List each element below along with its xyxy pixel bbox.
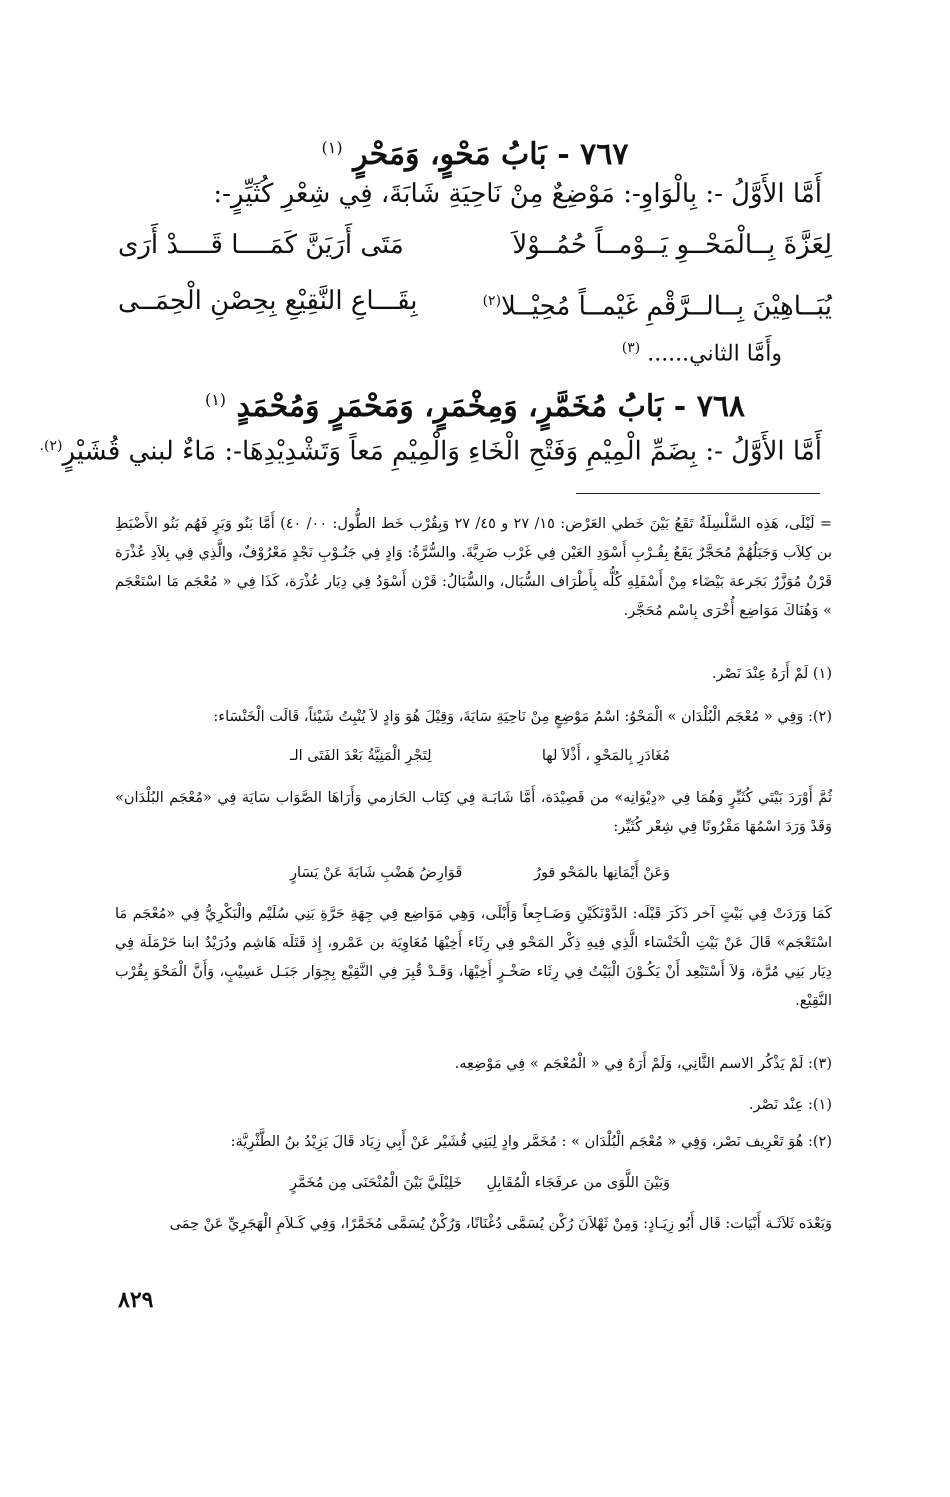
khansa-right-hemistich: لِتَجْرِ الْمَنِيَّةُ بَعْدَ الفَتَى الـ: [290, 748, 432, 764]
entry-768-first-note: (٢).: [39, 438, 63, 454]
verse-2-left-text: يُبَــاهِيْنَ بِــالــرَّقْمِ غَيْمــاً مُحِيْــلا: [501, 291, 832, 322]
footnote-768-2-continued: وَبَعْدَه ثَلاَثَـة أَبْيَات: قَال أَبُو زِيَـادٍ: وَمِنْ ثَهْلاَنَ رُكْن يُسَمَّى دُغْنَانًا، وَرُكْنٌ يُسَمَّى مُخَمَّرًا، وَفِي كَـلاَمِ الْهَجَرِيِّ عَنْ حِمَى: [169, 1216, 832, 1232]
footnote-768-2: (٢): هُوَ تَعْرِيف نَصْر، وَفِي « مُعْجَم الْبُلْدَان » : مُخَمَّر وادٍ لِبَنِي قُشَيْر عَنْ أَبِي زِيَاد قَالَ يَزِيْدُ بنُ الطَّثْرِيَّة:: [230, 1134, 832, 1150]
verse-2-left-hemistich: [483, 276, 832, 326]
footnote-kuthayyir-verse: [290, 858, 670, 888]
page-number: ٨٢٩: [118, 1287, 154, 1313]
verse-1-right-hemistich: مَتَى أَرَيَنَّ كَمَــــا قَــــدْ أَرَى: [118, 230, 404, 260]
entry-767-title: ٧٦٧ - بَابُ مَحْوٍ، وَمَحْرٍ: [353, 137, 629, 172]
footnote-khansa-verse: [290, 741, 670, 771]
footnote-767-2-continued-2: كَمَا وَرَدَتْ فِي بَيْتٍ آخر ذَكَرَ قَبْلَه: الدَّوْنَكَيْنِ وَضَـاجِعاً وَأَبْلَى، وَهِي مَوَاضِع فِي جِهَةِ حَرَّةِ بَنِي سُلَيْم والْبَكْرِيُّ فِي «مُعْجَم مَا اسْتَعْجَم» قَالَ عَنْ بَيْتِ الْخَنْسَاء الَّذِي فِيهِ ذِكْر المَحْو فِي رِثَاء أَخِيْهَا مُعَاوِيَة بن عَمْرو، إِذ قَتَلَه هَاشِم ودُرَيْدٌ ابنا حَرْمَلَة فِي دِيَار بَنِي مُرَّة، وَلاَ أَسْتَبْعِد أَنْ يَكُـوْنَ الْبَيْتُ فِي رِثَاء صَخْـرٍ أَخِيْهَا، وَقَـدْ قُبِرَ فِي النَّقِيْع بِجِوَار جَبَـل عَسِيْبٍ، وَأَنَّ الْمَحْوَ بِقُرْب النَّقِيْع.: [115, 906, 832, 1009]
footnote-767-2: (٢): وَفِي « مُعْجَم الْبُلْدَان » الْمَحْوُ: اسْمُ مَوْضِعٍ مِنْ نَاحِيَةِ سَايَةَ، وَقِيْلَ هُوَ وَادٍ لاَ يُنْبِتُ شَيْئاً، قَالَت الْخَنْسَاء:: [213, 709, 832, 725]
footnote-767-3: (٣): لَمْ يَذْكُر الاسم الثَّانِي، وَلَمْ أَرَهُ فِي « الْمُعْجَم » فِي مَوْضِعِه.: [454, 1056, 832, 1072]
entry-768-first-intro: [40, 428, 822, 470]
entry-768-heading-note: (١): [204, 390, 227, 409]
verse-line-2: [118, 276, 832, 326]
verse-2-right-hemistich: بِقَـــاعِ النَّقِيْعِ بِحِصْنِ الْحِمَــى: [118, 286, 418, 316]
kuthayyir-right-hemistich: قَوَارِضُ هَضْبِ شَابَةَ عَنْ يَسَارٍ: [290, 865, 463, 881]
footnote-separator: [576, 493, 820, 494]
entry-767-first-intro: أَمَّا الأَوَّلُ -: بِالْوَاوِ-: مَوْضِعٌ مِنْ نَاحِيَةِ شَابَةَ، فِي شِعْرِ كُثَيِّرٍ-:: [213, 179, 822, 209]
ibn-right-hemistich: خَلِيْلَيَّ بَيْنَ الْمُنْحَنَى مِن مُخَمَّرٍ: [290, 1175, 463, 1191]
khansa-left-hemistich: مُغَادَرِ بِالمَحْوِ ، أَذْلاَ لها: [541, 748, 670, 764]
footnote-767-2-continued: ثُمَّ أَوْرَدَ بَيْتَي كُثَيِّرٍ وَهُمَا فِي «دِيْوَانِه» من قَصِيْدَة، أَمَّا شَابَـة فِي كِتَاب الحَازمي وَأَرَاهَا الصَّوَاب سَايَة فِي «مُعْجَم البُلْدَان» وَقَدْ وَرَدَ اسْمُهَا مَقْرُونًا فِي شِعْر كُثَيِّر:: [115, 790, 832, 835]
footnote-767-1: (١) لَمْ أَرَهُ عِنْدَ نَصْر.: [711, 666, 832, 682]
footnote-continuation: = لَيْلَى، هَذِه السَّلْسِلَةُ تَقَعُ بَيْنَ خَطي العَرْض: ١٥/ ٢٧ و ٤٥/ ٢٧ وَبِقُرْب خَط الطُّول: ٠٠/ ٤٠) أَمَّا بَنُو وَبَرٍ فَهُم بَنُو الأَضْبَطِ بن كِلاَب وَجَبَلُهُمْ مُحَجَّرٌ يَقَعُ بِقُـرْبِ أَسْوَدِ العَيْن فِي غَرْب ضَرِيَّةَ. والسُّرَّةُ: وَادٍ فِي جَنُـوْبِ نَجْدٍ مَعْرُوْفٌ، والَّذِي فِي بِلاَدِ عُذْرَة قَرْنٌ مُوَزَّرٌ بَجَرعة بَيْضَاء مِنْ أَسْفَلِهِ كُلُّه بِأَطْرَاف السُّبَال، والسُّبَالُ: قَرْن أَسْوَدُ فِي دِيَار عُذْرَة، كَذَا فِي « مُعْجَم مَا اسْتَعْجَم » وَهُنَاكَ مَوَاضِع أُخْرَى بِاسْم مُحَجَّر.: [115, 516, 832, 619]
entry-768-heading: [100, 380, 850, 427]
entry-768-title: ٧٦٨ - بَابُ مُخَمَّرٍ، وَمِخْمَرٍ، وَمَحْمَرٍ وَمُحْمَدٍ: [236, 389, 746, 424]
verse-line-1: [118, 220, 832, 270]
entry-767-second: [622, 332, 782, 370]
footnote-ibn-tathriyya-verse: [290, 1168, 670, 1198]
entry-767-heading: [100, 128, 850, 175]
entry-767-second-text: وأَمَّا الثاني......: [647, 341, 782, 367]
entry-767-heading-note: (١): [321, 138, 343, 157]
footnote-768-1: (١): عِنْد نَصْر.: [748, 1097, 832, 1113]
kuthayyir-left-hemistich: وَعَنْ أَيْمَانِها بالمَحْو قورُ: [533, 865, 670, 881]
ibn-left-hemistich: وَبَيْنَ اللَّوَى من عرفَجَاء الْمُقَابِلِ: [486, 1175, 670, 1191]
verse-1-left-hemistich: لِعَزَّةَ بِــالْمَحْــوِ يَــوْمــاً حُمُــوْلاَ: [512, 230, 832, 260]
entry-767-second-note: (٣): [621, 340, 641, 356]
entry-768-first-text: أَمَّا الأَوَّلُ -: بِضَمِّ الْمِيْمِ وَفَتْحِ الْخَاءِ وَالْمِيْمِ مَعاً وَتَشْدِيْدِهَا-: مَاءٌ لبني قُشَيْرٍ: [62, 436, 822, 467]
verse-2-note: (٢): [482, 293, 502, 309]
